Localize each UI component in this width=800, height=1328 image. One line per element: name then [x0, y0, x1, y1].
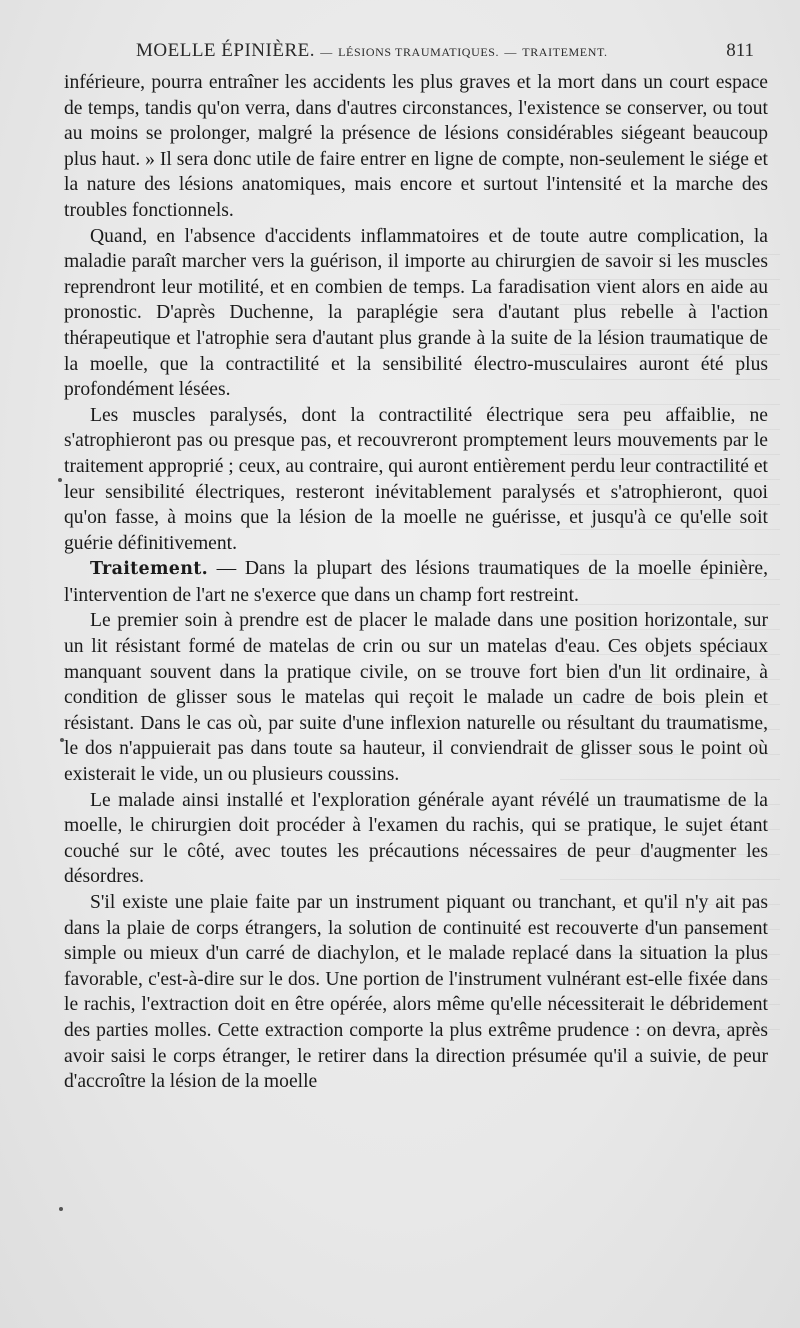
body-text: [64, 70, 768, 1095]
running-title: [136, 40, 608, 62]
header-title: MOELLE ÉPINIÈRE.: [136, 40, 315, 61]
paragraph-text: Les muscles paralysés, dont la contractilité électrique sera peu affaiblie, ne s'atrophieront pas ou presque pas, et recouvreront promptement leurs mouvements par le traitement approprié ; ceux, au contraire, qui auront entièrement perdu leur contractilité et leur sensibilité électriques, resteront inévitablement paralysés et s'atrophieront, quoi qu'on fasse, à moins que la lésion de la moelle ne guérisse, et jusqu'à ce qu'elle soit guérie définitivement.: [64, 404, 768, 554]
margin-speck: [60, 738, 64, 742]
header-sep-1: —: [320, 45, 333, 59]
header-subsection: TRAITEMENT.: [522, 45, 608, 59]
paragraph-text: inférieure, pourra entraîner les accidents les plus graves et la mort dans un court espace de temps, tandis qu'on verra, dans d'autres circonstances, l'existence se conserver, ou tout au moins se prolonger, malgré la présence de lésions considérables siégeant beaucoup plus haut. » Il sera donc utile de faire entrer en ligne de compte, non-seulement le siége et la nature des lésions anatomiques, mais encore et surtout l'intensité et la marche des troubles fonctionnels.: [64, 72, 768, 221]
paragraph-6: [64, 788, 768, 890]
paragraph-5: [64, 608, 768, 787]
paragraph-text: Le malade ainsi installé et l'exploration générale ayant révélé un traumatisme de la moelle, le chirurgien doit procéder à l'examen du rachis, qui se pratique, le sujet étant couché sur le côté, avec toutes les précautions nécessaires de peur d'augmenter les désordres.: [64, 789, 768, 888]
header-sep-2: —: [504, 45, 518, 59]
header-section: LÉSIONS TRAUMATIQUES.: [338, 45, 500, 59]
paragraph-1: [64, 70, 768, 224]
paragraph-7: [64, 890, 768, 1095]
running-header: [66, 40, 766, 66]
paragraph-text: Le premier soin à prendre est de placer le malade dans une position horizontale, sur un lit résistant formé de matelas de crin ou sur un matelas d'eau. Ces objets spéciaux manquant souvent dans la pratique civile, on se trouve fort bien d'un lit ordinaire, à condition de glisser sous le matelas qui reçoit le malade un cadre de bois plein et résistant. Dans le cas où, par suite d'une inflexion naturelle ou résultant du traumatisme, le dos n'appuierait pas dans toute sa hauteur, il conviendrait de glisser sous le point où existerait le vide, un ou plusieurs coussins.: [64, 610, 768, 786]
page-number: 811: [726, 40, 754, 61]
margin-speck: [58, 478, 62, 482]
paragraph-text: — Dans la plupart des lésions traumatiques de la moelle épinière, l'intervention de l'art ne s'exerce que dans un champ fort restreint.: [64, 558, 768, 606]
paragraph-3: [64, 403, 768, 557]
paragraph-2: [64, 224, 768, 403]
margin-speck: [59, 1207, 63, 1211]
paragraph-4-traitement: [64, 556, 768, 608]
paragraph-text: Quand, en l'absence d'accidents inflammatoires et de toute autre complication, la maladie paraît marcher vers la guérison, il importe au chirurgien de savoir si les muscles reprendront leur motilité, et en combien de temps. La faradisation vient alors en aide au pronostic. D'après Duchenne, la paraplégie sera d'autant plus rebelle à l'action thérapeutique et l'atrophie sera d'autant plus grande à la suite de la lésion traumatique de la moelle, que la contractilité et la sensibilité électro-musculaires auront été plus profondément lésées.: [64, 225, 768, 401]
section-heading-traitement: Traitement.: [90, 559, 209, 580]
paragraph-text: S'il existe une plaie faite par un instrument piquant ou tranchant, et qu'il n'y ait pas dans la plaie de corps étrangers, la solution de continuité est recouverte d'un pansement simple ou mieux d'un carré de diachylon, et le malade replacé dans la situation la plus favorable, c'est-à-dire sur le dos. Une portion de l'instrument vulnérant est-elle fixée dans le rachis, l'extraction doit en être opérée, alors même qu'elle nécessiterait le débridement des parties molles. Cette extraction comporte la plus extrême prudence : on devra, après avoir saisi le corps étranger, le retirer dans la direction présumée qu'il a suivie, de peur d'accroître la lésion de la moelle: [64, 892, 768, 1093]
